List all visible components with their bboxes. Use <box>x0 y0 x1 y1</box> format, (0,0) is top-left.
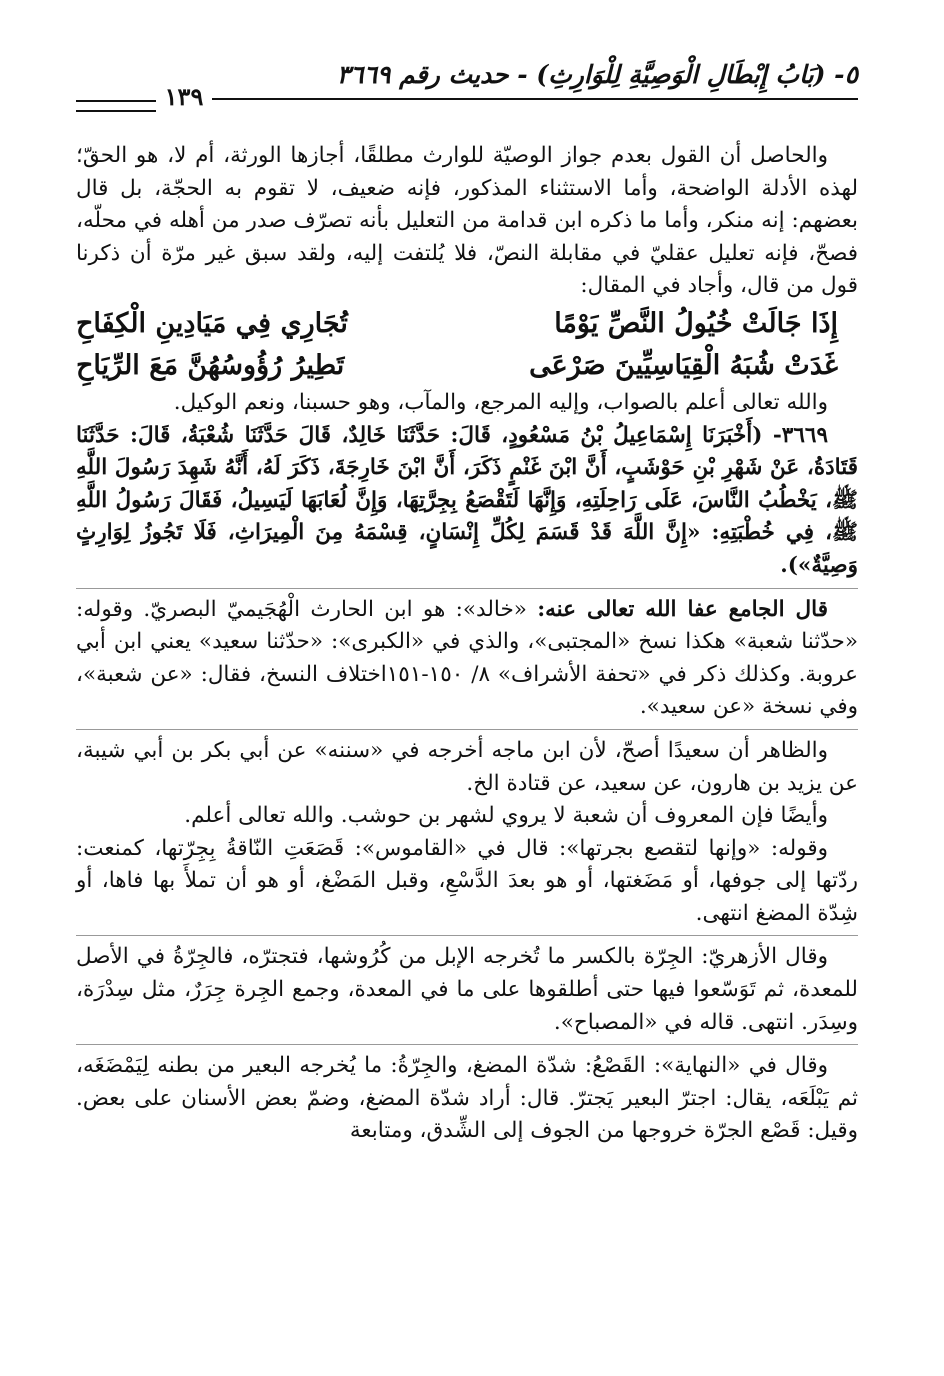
section-separator <box>76 729 858 730</box>
section-separator <box>76 588 858 589</box>
paragraph: وقال الأزهريّ: الجِرّة بالكسر ما تُخرجه الإبل من كُرُوشها، فتجترّه، فالجِرّةُ في الأصل للمعدة، ثم تَوَسّعوا فيها حتى أطلقوها على ما في المعدة، وجمع الجِرة جِرَرٌ، مثل سِدْرَة، وسِدَر. انتهى. قاله في «المصباح». <box>76 944 858 1035</box>
paragraph: وقوله: «وإنها لتقصع بجرتها»: قال في «القاموس»: قَصَعَتِ النّاقةُ بِجِرّتها، كمنعت: ردّتها إلى جوفها، أو مَضَغتها، أو هو بعدَ الدَّسْعِ، وقبل المَضْغ، أو هو أن تملأَ بها فاها، أو شِدّة المضغ انتهى. <box>76 835 858 926</box>
verse-hemistich-first: غَدَتْ شُبَهُ الْقِيَاسِيِّينَ صَرْعَى <box>529 349 838 381</box>
paragraph: وأيضًا فإن المعروف أن شعبة لا يروي لشهر بن حوشب. والله تعالى أعلم. <box>184 803 828 829</box>
paragraph: والحاصل أن القول بعدم جواز الوصيّة للوارث مطلقًا، أجازها الورثة، أم لا، هو الحقّ؛ لهذه الأدلة الواضحة، وأما الاستثناء المذكور، فإنه ضعيف، لا تقوم به الحجّة، بل قال بعضهم: إنه منكر، وأما ما ذكره ابن قدامة من التعليل بأنه تصرّف صدر من أهله في محلّه، فصحّ، فإنه تعليل عقليّ في مقابلة النصّ، فلا يُلتفت إليه، ولقد سبق غير مرّة أن ذكرنا قول من قال، وأجاد في المقال: <box>76 143 858 299</box>
verse-hemistich-second: تُجَارِي فِي مَيَادِينِ الْكِفَاحِ <box>76 307 348 339</box>
paragraph: وقال في «النهاية»: القَصْعُ: شدّة المضغ، والجِرّةُ: ما يُخرجه البعير من بطنه لِيَمْضَغَه، ثم يَبْلَعَه، يقال: اجترّ البعير يَجترّ. قال: أراد شدّة المضغ، وضمّ بعض الأسنان على بعض. وقيل: قَصْع الجرّة خروجها من الجوف إلى الشِّدق، ومتابعة <box>76 1053 858 1144</box>
poem-verse-1 <box>76 303 858 345</box>
header-title: ٥- (بَابُ إِبْطَالِ الْوَصِيَّةِ لِلْوَارِثِ) - حديث رقم ٣٦٦٩ <box>336 60 858 89</box>
page-number-double-rule <box>76 100 156 112</box>
section-separator <box>76 1044 858 1045</box>
hadith-text: ٣٦٦٩- (أَخْبَرَنَا إِسْمَاعِيلُ بْنُ مَسْعُودٍ، قَالَ: حَدَّثَنَا خَالِدٌ، قَالَ حَدَّثَنَا شُعْبَةُ، قَالَ: حَدَّثَنَا قَتَادَةُ، عَنْ شَهْرِ بْنِ حَوْشَبٍ، أَنَّ ابْنَ غَنْمٍ ذَكَرَ، أَنَّ ابْنَ خَارِجَةَ، ذَكَرَ لَهُ، أَنَّهُ شَهِدَ رَسُولَ اللَّهِ ﷺ، يَخْطُبُ النَّاسَ، عَلَى رَاحِلَتِهِ، وَإِنَّهَا لَتَقْصَعُ بِجِرَّتِهَا، وَإِنَّ لُعَابَهَا لَيَسِيلُ، فَقَالَ رَسُولُ اللَّهِ ﷺ، فِي خُطْبَتِهِ: «إِنَّ اللَّهَ قَدْ قَسَمَ لِكُلِّ إِنْسَانٍ، قِسْمَهُ مِنَ الْمِيرَاثِ، فَلَا تَجُوزُ لِوَارِثٍ وَصِيَّةٌ»). <box>76 422 858 578</box>
section-separator <box>76 935 858 936</box>
page-number: ١٣٩ <box>164 82 204 111</box>
commentary-text: «خالد»: هو ابن الحارث الْهُجَيميّ البصريّ. وقوله: «حدّثنا شعبة» هكذا نسخ «المجتبى»، والذي في «الكبرى»: «حدّثنا سعيد» يعني ابن أبي عروبة. وكذلك ذكر في «تحفة الأشراف» ٨/ ١٥٠-١٥١اختلاف النسخ، فقال: «عن شعبة»، وفي نسخة «عن سعيد». <box>76 596 858 720</box>
paragraph <box>76 594 858 724</box>
verse-hemistich-second: تَطِيرُ رُؤُوسُهُنَّ مَعَ الرِّيَاحِ <box>76 349 345 381</box>
header-rule <box>212 98 858 100</box>
poem-verse-2 <box>76 345 858 387</box>
running-header <box>76 56 858 128</box>
paragraph: والظاهر أن سعيدًا أصحّ، لأن ابن ماجه أخرجه في «سننه» عن أبي بكر بن أبي شيبة، عن يزيد بن هارون، عن سعيد، عن قتادة الخ. <box>76 737 858 796</box>
verse-hemistich-first: إِذَا جَالَتْ خُيُولُ النَّصِّ يَوْمًا <box>554 307 838 339</box>
paragraph: والله تعالى أعلم بالصواب، وإليه المرجع، والمآب، وهو حسبنا، ونعم الوكيل. <box>173 389 828 415</box>
commentary-lead: قال الجامع عفا الله تعالى عنه: <box>537 596 828 622</box>
body-text <box>76 140 858 1148</box>
